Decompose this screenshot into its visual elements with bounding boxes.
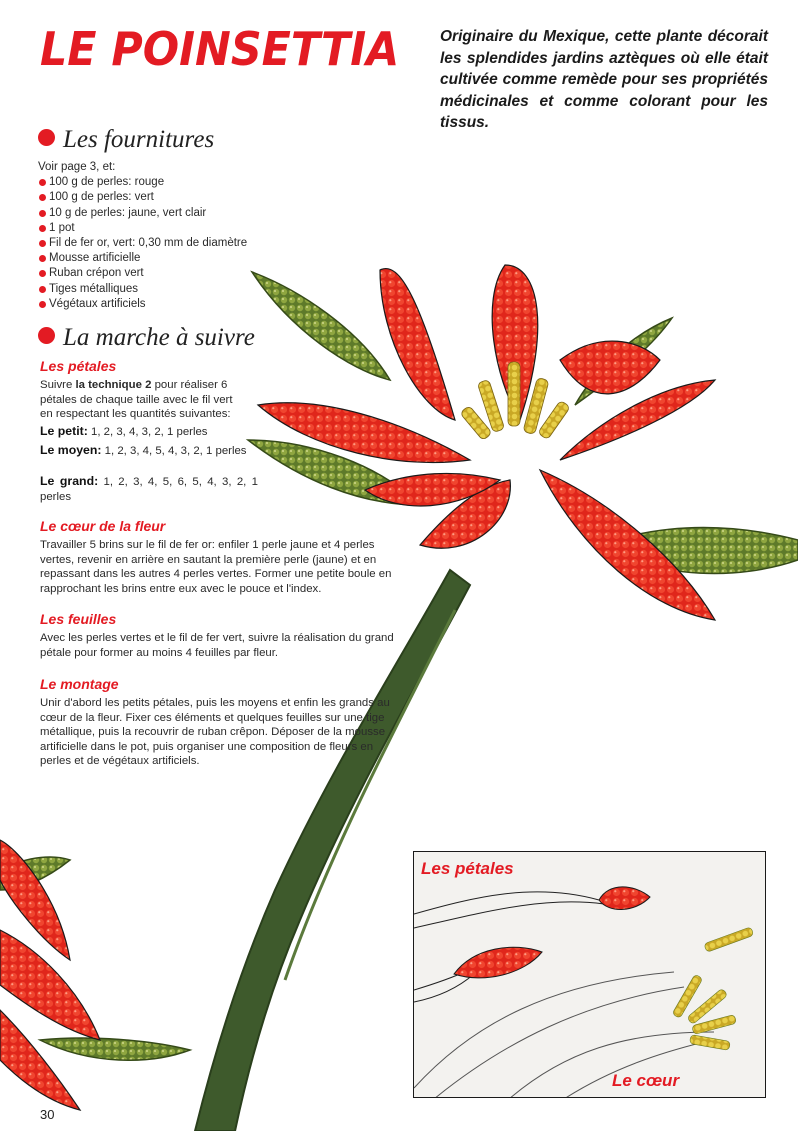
inset-petal-medium xyxy=(454,947,542,978)
petal-size-small: Le petit: 1, 2, 3, 4, 3, 2, 1 perles xyxy=(40,424,208,438)
assembly-text: Unir d'abord les petits pétales, puis les moyens et enfin les grands au cœur de la fleur. Fixer ces éléments et quelques feuilles sur une tige métallique, puis la recouvrir de ruban crêpon. Déposer de la mousse artificielle dans le pot, puis organiser une composition de fleurs en perles et de végétaux artificiels. xyxy=(40,697,390,768)
bullet-dot-icon xyxy=(39,194,46,201)
heart-title: Le cœur de la fleur xyxy=(40,518,166,534)
bullet-dot-icon xyxy=(39,286,46,293)
petals-intro: Suivre la technique 2 pour réaliser 6 pétales de chaque taille avec le fil vert en respectant les quantités suivantes: xyxy=(40,379,233,421)
list-item: Végétaux artificiels xyxy=(38,297,318,312)
petal-size-large: Le grand: 1, 2, 3, 4, 5, 6, 5, 4, 3, 2, 1 perles xyxy=(40,474,258,503)
flower-heart xyxy=(460,362,571,441)
steps-heading: La marche à suivre xyxy=(38,324,255,352)
bullet-dot-icon xyxy=(39,255,46,262)
page-title: LE POINSETTIA xyxy=(40,22,400,76)
list-item: 10 g de perles: jaune, vert clair xyxy=(38,206,318,221)
components-inset xyxy=(413,851,766,1098)
bullet-dot-icon xyxy=(38,327,55,344)
leaves-title: Les feuilles xyxy=(40,611,117,627)
assembly-title: Le montage xyxy=(40,676,119,692)
list-item: 1 pot xyxy=(38,221,318,236)
supplies-lead: Voir page 3, et: xyxy=(38,161,116,173)
leaves-text: Avec les perles vertes et le fil de fer vert, suivre la réalisation du grand pétale pour former au moins 4 feuilles par fleur. xyxy=(40,632,394,659)
list-item: Tiges métalliques xyxy=(38,282,318,297)
bullet-dot-icon xyxy=(39,210,46,217)
second-flower xyxy=(0,840,100,1110)
list-item: 100 g de perles: rouge xyxy=(38,175,318,190)
intro-paragraph: Originaire du Mexique, cette plante décorait les splendides jardins aztèques où elle était cultivée comme remède pour ses propriétés médicinales et comme colorant pour les tissus. xyxy=(440,28,768,131)
page-number: 30 xyxy=(40,1107,55,1122)
petals-title: Les pétales xyxy=(40,358,117,374)
bullet-dot-icon xyxy=(39,179,46,186)
inset-label-petals: Les pétales xyxy=(421,859,514,878)
list-item: Fil de fer or, vert: 0,30 mm de diamètre xyxy=(38,236,318,251)
list-item: Ruban crépon vert xyxy=(38,266,318,281)
bullet-dot-icon xyxy=(39,301,46,308)
bullet-dot-icon xyxy=(39,225,46,232)
petal-size-medium: Le moyen: 1, 2, 3, 4, 5, 4, 3, 2, 1 perles xyxy=(40,443,247,457)
bullet-dot-icon xyxy=(38,129,55,146)
bullet-dot-icon xyxy=(39,240,46,247)
bullet-dot-icon xyxy=(39,270,46,277)
components-photo xyxy=(414,852,766,1098)
heart-text: Travailler 5 brins sur le fil de fer or: enfiler 1 perle jaune et 4 perles vertes, revenir en arrière en sautant la première perle (jaune) et en repassant dans les autres 4 perles vertes. Former une petite boule en rapprochant les brins entre eux avec le pouce et l'index. xyxy=(40,539,392,595)
list-item: Mousse artificielle xyxy=(38,251,318,266)
inset-petal-small xyxy=(599,887,650,910)
list-item: 100 g de perles: vert xyxy=(38,190,318,205)
leaf xyxy=(40,1038,190,1060)
inset-label-heart: Le cœur xyxy=(612,1071,680,1090)
supplies-list xyxy=(38,160,318,312)
supplies-heading: Les fournitures xyxy=(38,126,214,154)
